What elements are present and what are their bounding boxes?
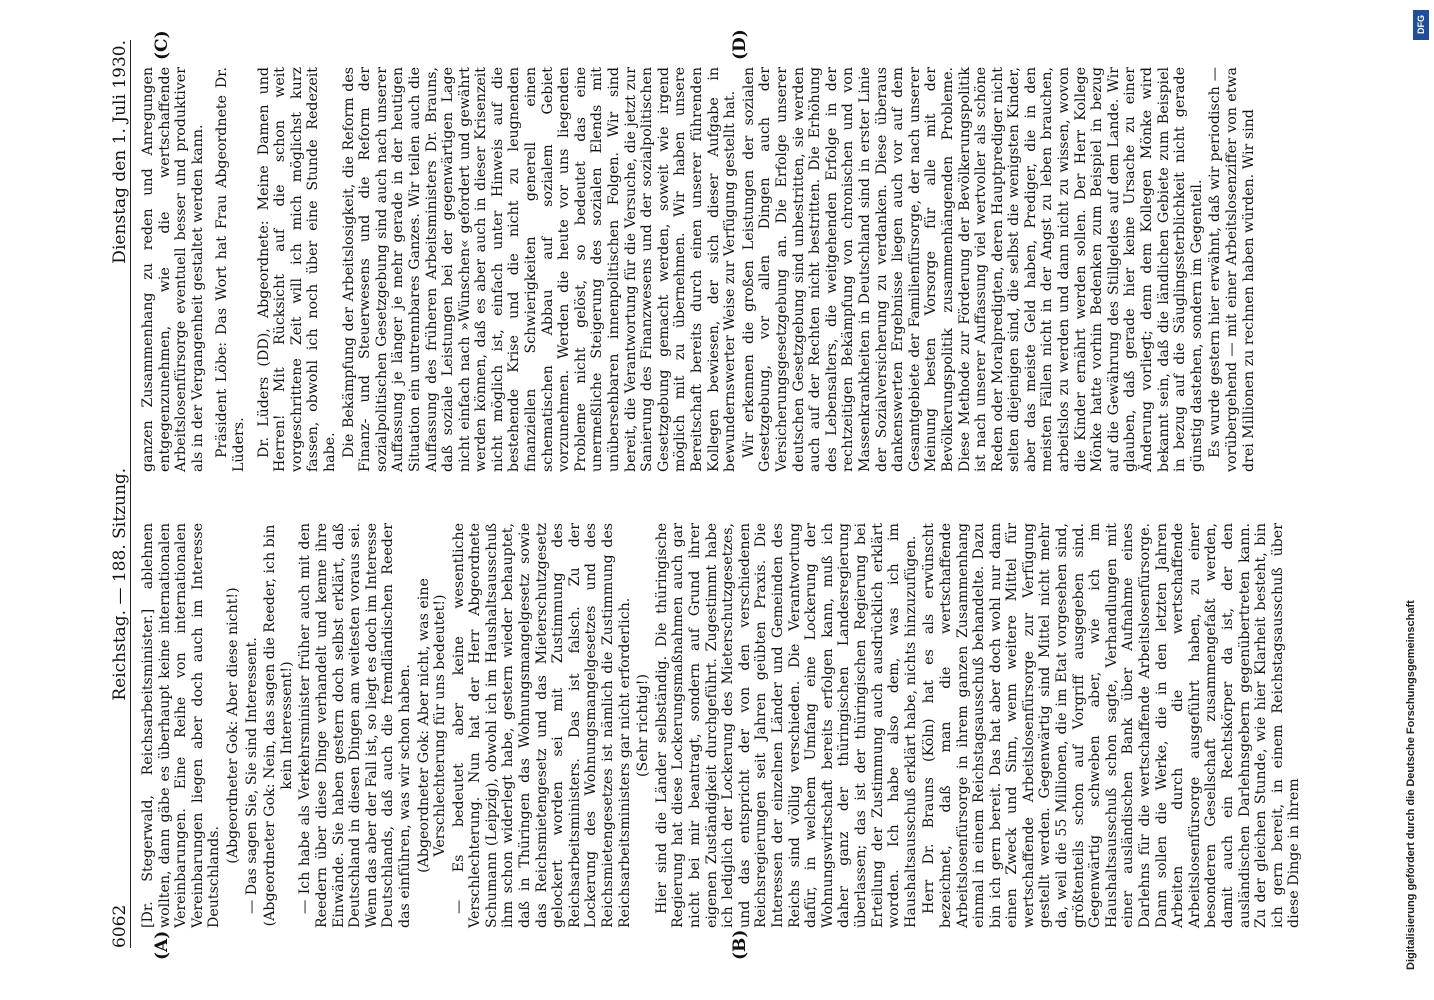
dfg-logo: DFG: [1413, 10, 1429, 40]
interjection: (Abgeordneter Gok: Aber diese nicht!): [224, 587, 241, 864]
paragraph: — Ich habe als Verkehrsminister früher auch mit den Reedern über diese Dinge verhandelt und kenne ihre Einwände. Sie haben gestern doch selbst erklärt, daß Deutschland in diesen Dingen am weitesten voraus sei. Wenn das aber der Fall ist, so liegt es doch im Interesse Deutschlands, daß auch die fremdländischen Reeder das einführen, was wir schon haben.: [297, 523, 413, 928]
margin-mark-c: (C): [152, 30, 172, 60]
paragraph: [Dr. Stegerwald, Reichsarbeitsminister.] ablehnen wollten, dann gäbe es überhaupt keine internationalen Vereinbarungen. Eine Reihe von internationalen Vereinbarungen liegen aber doch auch im Interesse Deutschlands.: [140, 523, 223, 928]
paragraph: Es wurde gestern hier erwähnt, daß wir periodisch — vorübergehend — mit einer Arbeitslosenziffer von etwa drei Millionen zu rechnen haben würden. Wir sind: [1207, 67, 1257, 472]
document-page: [40, 0, 1400, 1000]
page-number: 6062: [110, 904, 130, 948]
session-date: Dienstag den 1. Juli 1930.: [110, 40, 130, 264]
paragraph: Herr Dr. Brauns (Köln) hat es als erwünscht bezeichnet, daß man die wertschaffende Arbeitslosenfürsorge in ihrem ganzen Zusammenhang einmal in einem Reichstagsausschuß behandelte. Dazu bin ich gern bereit. Das hat aber doch wohl nur dann einen Zweck und Sinn, wenn weitere Mittel für wertschaffende Arbeitslosenfürsorge zur Verfügung gestellt werden. Gegenwärtig sind Mittel nicht mehr da, weil die 55 Millionen, die im Etat vorgesehen sind, größtenteils schon auf Vorgriff ausgegeben sind. Gegenwärtig schweben aber, wie ich im Haushaltsausschuß schon sagte, Verhandlungen mit einer ausländischen Bank über Aufnahme eines Darlehns für die wertschaffende Arbeitslosenfürsorge. Dann sollen die Werke, die in den letzten Jahren Arbeiten durch die wertschaffende Arbeitslosenfürsorge ausgeführt haben, zu einer besonderen Gesellschaft zusammengefaßt werden, damit auch ein Rechtskörper da ist, der den ausländischen Darlehnsgebern gegenübertreten kann. Zu der gleichen Stunde, wie hier Klarheit besteht, bin ich gern bereit, in einem Reichstagsausschuß über diese Dinge in ihrem: [921, 523, 1303, 928]
paragraph: ganzen Zusammenhang zu reden und Anregungen entgegenzunehmen, wie die wertschaffende Arbeitslosenfürsorge eventuell besser und produktiver als in der Vergangenheit gestaltet werden kann.: [140, 67, 206, 472]
margin-mark-b: (B): [730, 929, 750, 960]
president-statement: Präsident Löbe: Das Wort hat Frau Abgeordnete Dr. Lüders.: [214, 67, 247, 472]
right-column: [140, 67, 1259, 472]
funding-notice-text: Digitalisierung gefördert durch die Deutsche Forschungsgemeinschaft: [1405, 600, 1417, 970]
paragraph: Wir erkennen die großen Leistungen der sozialen Gesetzgebung, vor allen Dingen auch der Versicherungsgesetzgebung an. Die Erfolge unserer deutschen Gesetzgebung sind unbestritten, sie werden auch auf der Rechten nicht bestritten. Die Erhöhung des Lebensalters, die weitgehenden Erfolge in der rechtzeitigen Bekämpfung von chronischen und von Massenkrankheiten in Deutschland sind in erster Linie der Sozialversicherung zu verdanken. Diese überaus dankenswerten Ergebnisse liegen auch vor auf dem Gesamtgebiete der Familienfürsorge, der nach unserer Meinung besten Vorsorge für alle mit der Bevölkerungspolitik zusammenhängenden Probleme. Diese Methode zur Förderung der Bevölkerungspolitik ist nach unserer Auffassung viel wertvoller als schöne Reden oder Moralpredigten, deren Hauptprediger nicht selten diejenigen sind, die selbst die wenigsten Kinder, aber das meiste Geld haben, Prediger, die in den meisten Fällen nicht in der Angst zu leben brauchen, arbeitslos zu werden und dann nicht zu wissen, wovon die Kinder ernährt werden sollen. Der Herr Kollege Mönke hatte vorhin Bedenken zum Beispiel in bezug auf die Gewährung des Stillgeldes auf dem Lande. Wir glauben, daß gerade hier keine Ursache zu einer Änderung vorliegt; denn dem Kollegen Mönke wird bekannt sein, daß die ländlichen Gebiete zum Beispiel in bezug auf die Säuglingssterblichkeit nicht gerade günstig dastehen, sondern im Gegenteil.: [740, 67, 1205, 472]
paragraph: — Es bedeutet aber keine wesentliche Verschlechterung. Nun hat der Herr Abgeordnete Schumann (Leipzig), obwohl ich im Haushaltsausschuß ihm schon widerlegt habe, gestern wieder behauptet, daß in Thüringen das Wohnungsmangelgesetz sowie das Reichsmietengesetz und das Mieterschutzgesetz gelockert worden sei mit Zustimmung des Reichsarbeitsministers. Das ist falsch. Zu der Lockerung des Wohnungsmangelgesetzes und des Reichsmietengesetzes ist nämlich die Zustimmung des Reichsarbeitsministers gar nicht erforderlich.: [450, 523, 633, 928]
paragraph: Die Bekämpfung der Arbeitslosigkeit, die Reform des Finanz- und Steuerwesens und die Reform der sozialpolitischen Gesetzgebung sind auch nach unserer Auffassung je länger je mehr gerade in der heutigen Situation ein untrennbares Ganzes. Wir teilen auch die Auffassung des früheren Arbeitsministers Dr. Brauns, daß soziale Leistungen bei der gegenwärtigen Lage nicht einfach nach »Wünschen« gefordert und gewährt werden können, daß es aber auch in dieser Krisenzeit nicht möglich ist, einfach unter Hinweis auf die bestehende Krise und die nicht zu leugnenden finanziellen Schwierigkeiten generell einen schematischen Abbau auf sozialem Gebiet vorzunehmen. Werden die heute vor uns liegenden Probleme nicht gelöst, so bedeutet das eine unermeßliche Steigerung des sozialen Elends mit unübersehbaren innenpolitischen Folgen. Wir sind bereit, die Verantwortung für die Versuche, die jetzt zur Sanierung des Finanzwesens und der sozialpolitischen Gesetzgebung gemacht werden, soweit wie irgend möglich mit zu übernehmen. Wir haben unsere Bereitschaft bereits durch einen unserer führenden Kollegen bewiesen, der sich dieser Aufgabe in bewundernswerter Weise zur Verfügung gestellt hat.: [340, 67, 739, 472]
interjection: (Abgeordneter Gok: Nein, das sagen die Reeder, ich bin kein Interessent!): [262, 524, 295, 927]
funding-notice: [1405, 10, 1425, 970]
session-title: Reichstag. — 188. Sitzung.: [110, 467, 130, 701]
margin-mark-a: (A): [152, 930, 172, 960]
speaker-intro: Dr. Lüders (DD), Abgeordnete: Meine Damen und Herren! Mit Rücksicht auf die schon weit vorgeschrittene Zeit will ich mich möglichst kurz fassen, obwohl ich noch über eine Stunde Redezeit habe.: [255, 67, 338, 472]
interjection: (Abgeordneter Gok: Aber nicht, was eine Verschlechterung für uns bedeutet!): [415, 578, 449, 873]
paragraph: Hier sind die Länder selbständig. Die thüringische Regierung hat diese Lockerungsmaßnahmen auch gar nicht bei mir beantragt, sondern auf Grund ihrer eigenen Zuständigkeit durchgeführt. Zugestimmt habe ich lediglich der Lockerung des Mieterschutzgesetzes, und das entspricht der von den verschiedenen Reichsregierungen seit Jahren geübten Praxis. Die Interessen der einzelnen Länder und Gemeinden des Reichs sind völlig verschieden. Die Verantwortung dafür, in welchem Umfang eine Lockerung der Wohnungswirtschaft bereits erfolgen kann, muß ich daher ganz der thüringischen Landesregierung überlassen; das ist der thüringischen Regierung bei Erteilung der Zustimmung auch ausdrücklich erklärt worden. Ich habe also dem, was ich im Haushaltsausschuß erklärt habe, nichts hinzuzufügen.: [653, 523, 919, 928]
margin-mark-d: (D): [730, 29, 750, 60]
interjection: (Sehr richtig!): [635, 673, 652, 778]
page-header: [104, 40, 131, 948]
left-column: [140, 523, 1305, 928]
paragraph: — Das sagen Sie, Sie sind Interessent.: [243, 637, 260, 914]
